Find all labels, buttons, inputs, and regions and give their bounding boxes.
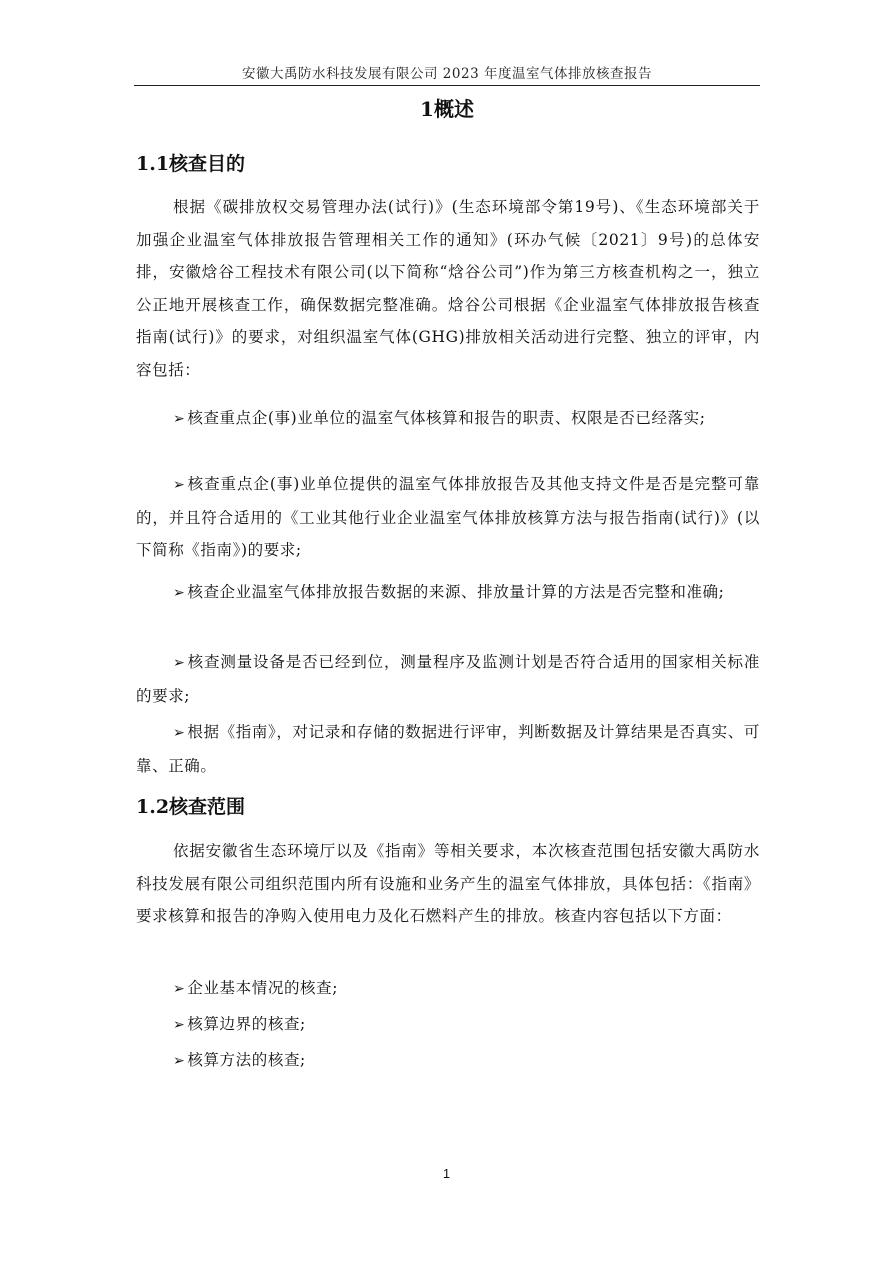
bullet-arrow-icon: ➢ — [173, 1017, 186, 1033]
bullet-text: 根据《指南》，对记录和存储的数据进行评审，判断数据及计算结果是否真实、可靠、正确。 — [136, 723, 760, 775]
bullet-item-3 — [136, 576, 760, 610]
bullet-item-1 — [136, 402, 760, 436]
bullet-item-7 — [136, 1008, 760, 1042]
bullet-item-8 — [136, 1044, 760, 1078]
page-number: 1 — [442, 1166, 451, 1181]
bullet-text: 核算方法的核查; — [187, 1051, 306, 1069]
page-header: 安徽大禹防水科技发展有限公司 2023 年度温室气体排放核查报告 — [242, 66, 652, 82]
chapter-title: 1概述 — [420, 97, 474, 121]
bullet-arrow-icon: ➢ — [173, 1053, 186, 1069]
bullet-text: 核算边界的核查; — [187, 1015, 306, 1033]
bullet-arrow-icon: ➢ — [173, 655, 186, 671]
bullet-text: 核查重点企(事)业单位的温室气体核算和报告的职责、权限是否已经落实; — [187, 409, 706, 427]
bullet-text: 企业基本情况的核查; — [187, 979, 339, 997]
bullet-text: 核查测量设备是否已经到位，测量程序及监测计划是否符合适用的国家相关标准的要求; — [136, 653, 760, 705]
bullet-item-2 — [136, 468, 760, 567]
bullet-arrow-icon: ➢ — [173, 725, 186, 741]
bullet-item-4 — [136, 646, 760, 712]
bullet-arrow-icon: ➢ — [173, 981, 186, 997]
section-title-1-2: 1.2核查范围 — [136, 796, 246, 818]
bullet-text: 核查重点企(事)业单位提供的温室气体排放报告及其他支持文件是否是完整可靠的，并且符合适用的《工业其他行业企业温室气体排放核算方法与报告指南(试行)》(以下简称《指南》)的要求; — [136, 475, 760, 559]
bullet-text: 核查企业温室气体排放报告数据的来源、排放量计算的方法是否完整和准确; — [187, 583, 725, 601]
bullet-arrow-icon: ➢ — [173, 477, 186, 493]
bullet-item-6 — [136, 972, 760, 1006]
header-rule — [134, 85, 760, 86]
bullet-item-5 — [136, 716, 760, 782]
bullet-arrow-icon: ➢ — [173, 411, 186, 427]
section-title-1-1: 1.1核查目的 — [136, 153, 246, 175]
section-1-2-intro: 依据安徽省生态环境厅以及《指南》等相关要求，本次核查范围包括安徽大禹防水科技发展有限公司组织范围内所有设施和业务产生的温室气体排放，具体包括：《指南》要求核算和报告的净购入使用电力及化石燃料产生的排放。核查内容包括以下方面： — [136, 842, 760, 925]
section-1-1-intro: 根据《碳排放权交易管理办法(试行)》(生态环境部令第19号)、《生态环境部关于加强企业温室气体排放报告管理相关工作的通知》(环办气候〔2021〕9号)的总体安排，安徽焓谷工程技术有限公司(以下简称“焓谷公司”)作为第三方核查机构之一，独立公正地开展核查工作，确保数据完整准确。焓谷公司根据《企业温室气体排放报告核查指南(试行)》的要求，对组织温室气体(GHG)排放相关活动进行完整、独立的评审，内容包括： — [136, 198, 760, 379]
bullet-arrow-icon: ➢ — [173, 585, 186, 601]
